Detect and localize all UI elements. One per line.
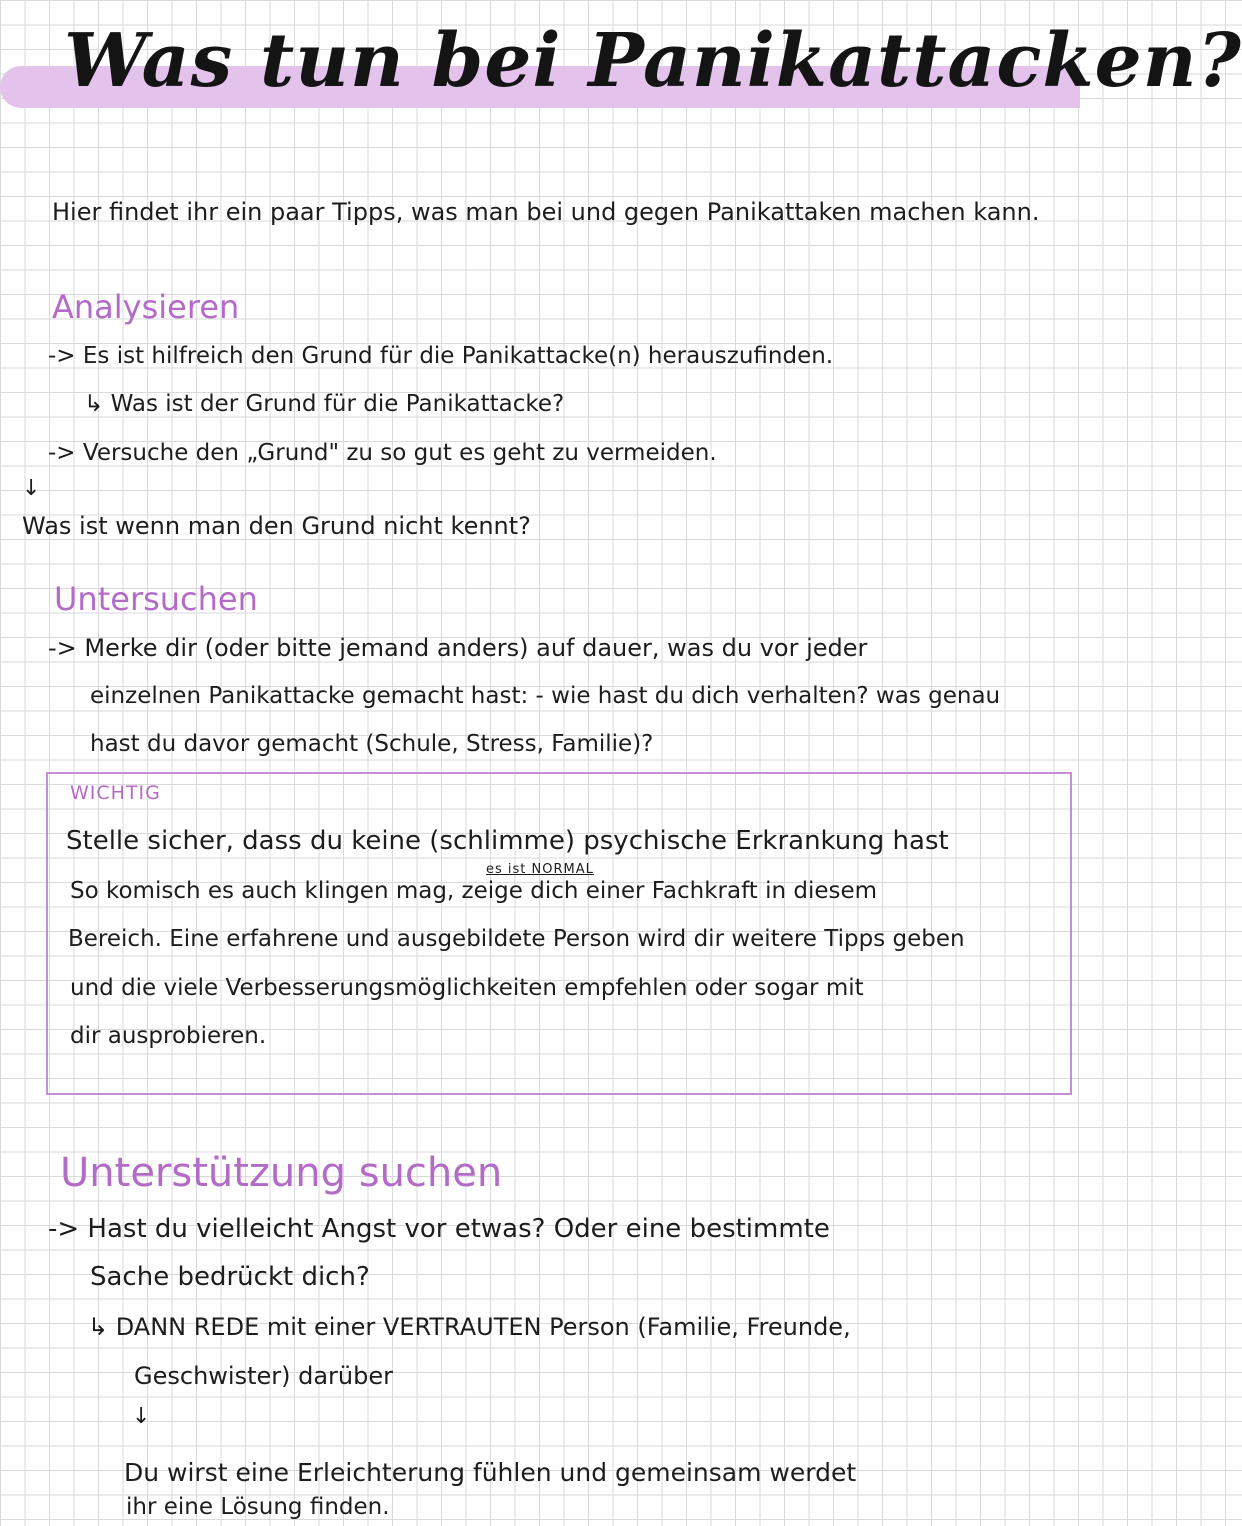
untersuchen-line-3: hast du davor gemacht (Schule, Stress, Familie)?	[90, 731, 654, 757]
wichtig-line-4: und die viele Verbesserungsmöglichkeiten empfehlen oder sogar mit	[70, 975, 864, 1001]
unterstuetzung-line-4: Geschwister) darüber	[134, 1362, 393, 1390]
wichtig-line-1: Stelle sicher, dass du keine (schlimme) psychische Erkrankung hast	[66, 826, 949, 856]
down-arrow-icon: ↓	[132, 1404, 151, 1429]
wichtig-line-2: So komisch es auch klingen mag, zeige dich einer Fachkraft in diesem	[70, 878, 878, 904]
analysieren-question: Was ist wenn man den Grund nicht kennt?	[22, 512, 531, 540]
unterstuetzung-line-2: Sache bedrückt dich?	[90, 1262, 370, 1292]
wichtig-label: WICHTIG	[70, 782, 161, 804]
analysieren-line-3: -> Versuche den „Grund" zu so gut es geht zu vermeiden.	[48, 440, 717, 466]
untersuchen-line-2: einzelnen Panikattacke gemacht hast: - wie hast du dich verhalten? was genau	[90, 683, 1001, 709]
wichtig-line-3: Bereich. Eine erfahrene und ausgebildete Person wird dir weitere Tipps geben	[68, 926, 965, 952]
intro-text: Hier findet ihr ein paar Tipps, was man bei und gegen Panikattaken machen kann.	[52, 198, 1040, 226]
unterstuetzung-line-3: ↳ DANN REDE mit einer VERTRAUTEN Person (Familie, Freunde,	[88, 1313, 851, 1341]
heading-untersuchen: Untersuchen	[54, 580, 258, 618]
unterstuetzung-result-2: ihr eine Lösung finden.	[126, 1494, 390, 1520]
heading-unterstuetzung: Unterstützung suchen	[60, 1150, 503, 1196]
analysieren-line-2: ↳ Was ist der Grund für die Panikattacke?	[84, 391, 565, 417]
analysieren-line-1: -> Es ist hilfreich den Grund für die Panikattacke(n) herauszufinden.	[48, 343, 834, 369]
heading-analysieren: Analysieren	[52, 288, 240, 326]
page-title: Was tun bei Panikattacken?	[64, 18, 1242, 104]
untersuchen-line-1: -> Merke dir (oder bitte jemand anders) auf dauer, was du vor jeder	[48, 634, 868, 662]
wichtig-line-5: dir ausprobieren.	[70, 1023, 267, 1049]
unterstuetzung-line-1: -> Hast du vielleicht Angst vor etwas? Oder eine bestimmte	[48, 1214, 830, 1244]
wichtig-note: es ist NORMAL	[486, 862, 594, 877]
down-arrow-icon: ↓	[22, 476, 41, 501]
unterstuetzung-result-1: Du wirst eine Erleichterung fühlen und gemeinsam werdet	[124, 1458, 857, 1487]
